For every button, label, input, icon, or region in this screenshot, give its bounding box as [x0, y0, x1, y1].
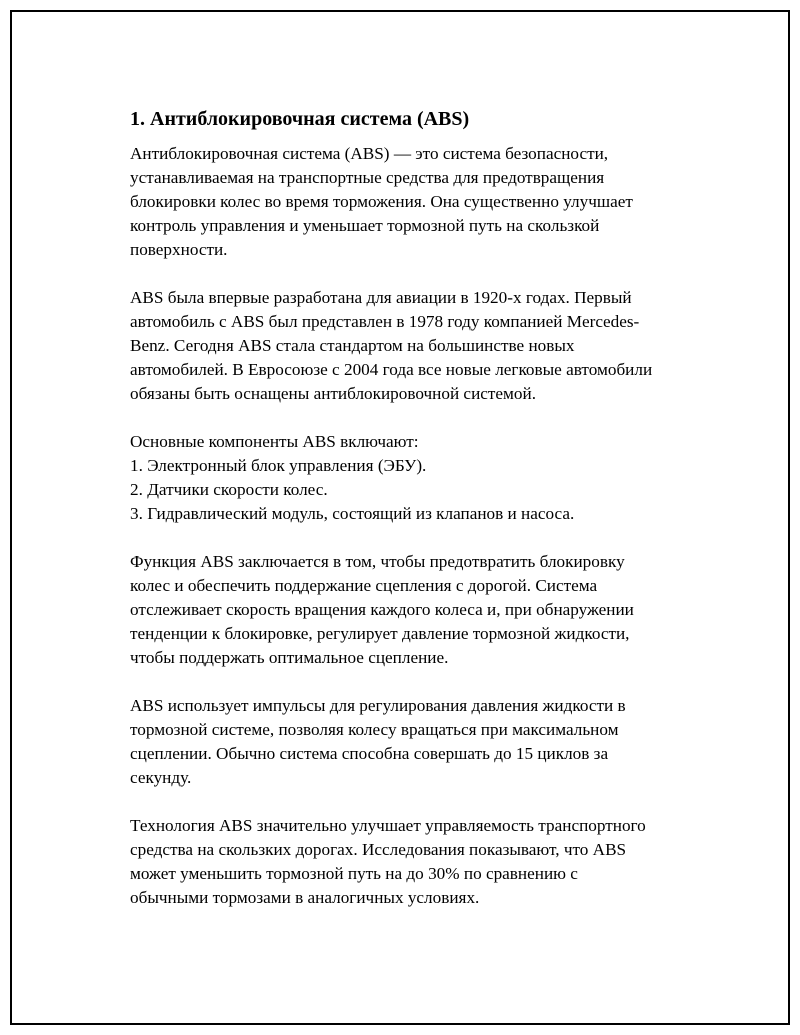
- text-line: секунду.: [130, 768, 192, 787]
- list-item: 1. Электронный блок управления (ЭБУ).: [130, 456, 427, 475]
- text-line: сцеплении. Обычно система способна совершать до 15 циклов за: [130, 744, 609, 763]
- text-line: Технология ABS значительно улучшает управляемость транспортного: [130, 816, 646, 835]
- text-line: отслеживает скорость вращения каждого колеса и, при обнаружении: [130, 600, 634, 619]
- text-line: обычными тормозами в аналогичных условиях.: [130, 888, 480, 907]
- text-line: тенденции к блокировке, регулирует давление тормозной жидкости,: [130, 624, 630, 643]
- text-line: Benz. Сегодня ABS стала стандартом на большинстве новых: [130, 336, 575, 355]
- text-line: тормозной системе, позволяя колесу вращаться при максимальном: [130, 720, 619, 739]
- text-line: блокировки колес во время торможения. Она существенно улучшает: [130, 192, 633, 211]
- text-line: средства на скользких дорогах. Исследования показывают, что ABS: [130, 840, 627, 859]
- list-item: 2. Датчики скорости колес.: [130, 480, 328, 499]
- text-line: ABS была впервые разработана для авиации в 1920-х годах. Первый: [130, 288, 632, 307]
- text-line: чтобы поддержать оптимальное сцепление.: [130, 648, 449, 667]
- text-line: Основные компоненты ABS включают:: [130, 432, 419, 451]
- text-line: контроль управления и уменьшает тормозной путь на скользкой: [130, 216, 600, 235]
- paragraph-effectiveness: [130, 814, 700, 910]
- text-line: Функция ABS заключается в том, чтобы предотвратить блокировку: [130, 552, 625, 571]
- text-line: обязаны быть оснащены антиблокировочной системой.: [130, 384, 536, 403]
- paragraph-definition: [130, 142, 700, 262]
- text-line: автомобилей. В Евросоюзе с 2004 года все новые легковые автомобили: [130, 360, 653, 379]
- section-heading: 1. Антиблокировочная система (ABS): [130, 108, 470, 130]
- paragraph-components: [130, 430, 700, 526]
- paragraph-impulses: [130, 694, 700, 790]
- text-line: ABS использует импульсы для регулирования давления жидкости в: [130, 696, 626, 715]
- paragraph-function: [130, 550, 700, 670]
- text-line: Антиблокировочная система (ABS) — это система безопасности,: [130, 144, 609, 163]
- text-line: колес и обеспечить поддержание сцепления с дорогой. Система: [130, 576, 598, 595]
- text-line: поверхности.: [130, 240, 228, 259]
- text-line: устанавливаемая на транспортные средства для предотвращения: [130, 168, 605, 187]
- text-line: может уменьшить тормозной путь на до 30% по сравнению с: [130, 864, 578, 883]
- list-item: 3. Гидравлический модуль, состоящий из клапанов и насоса.: [130, 504, 575, 523]
- text-line: автомобиль с ABS был представлен в 1978 году компанией Mercedes-: [130, 312, 640, 331]
- document-body: [130, 106, 700, 934]
- page-frame: [10, 10, 790, 1025]
- paragraph-history: [130, 286, 700, 406]
